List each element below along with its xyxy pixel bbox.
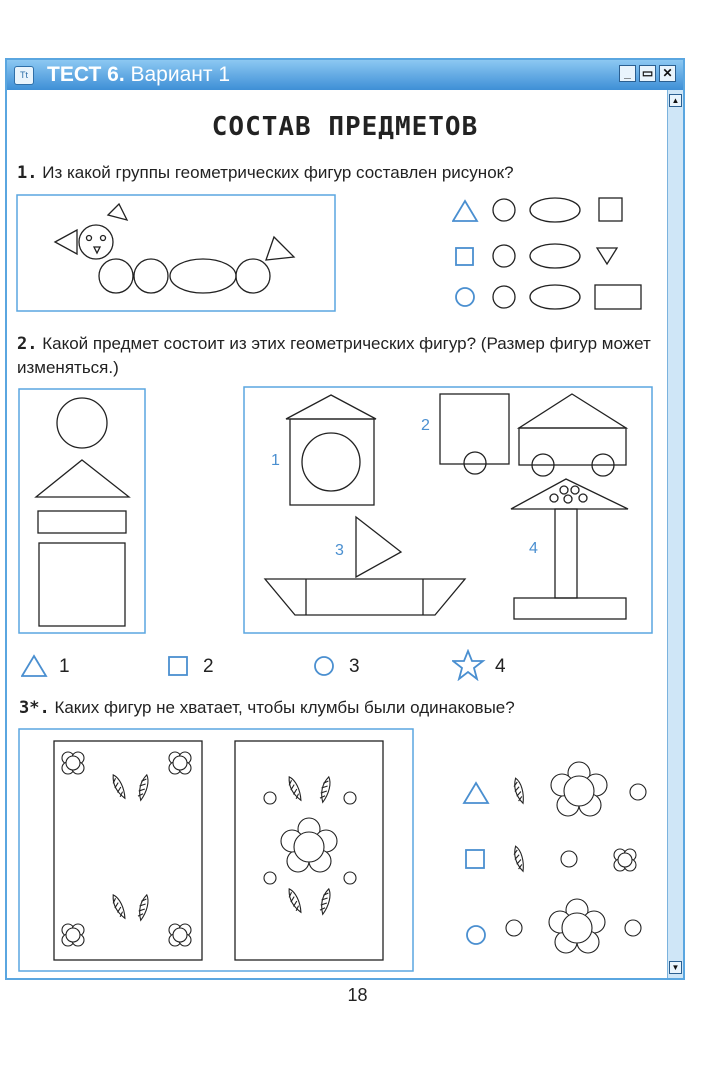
question-3 [19, 696, 669, 720]
scroll-up-arrow-icon[interactable]: ▲ [669, 94, 682, 107]
vertical-scrollbar[interactable] [667, 90, 683, 978]
answer-1-label: 1 [59, 656, 70, 677]
q1-answer-options [452, 194, 642, 312]
square-option-icon [456, 248, 473, 265]
square-answer-icon[interactable] [167, 654, 191, 678]
test-window [5, 58, 685, 980]
triangle-option-icon [464, 783, 488, 803]
answer-4-label: 4 [495, 656, 506, 677]
scroll-down-arrow-icon[interactable]: ▼ [669, 961, 682, 974]
question-2-text: Какой предмет состоит из этих геометрических фигур? (Размер фигур может изменяться.) [17, 334, 651, 377]
circle-answer-icon[interactable] [313, 654, 337, 678]
q3-answer-options [447, 750, 647, 970]
question-2-number: 2. [17, 334, 38, 354]
question-3-text: Каких фигур не хватает, чтобы клумбы были одинаковые? [54, 698, 515, 717]
q3-flowerbeds-panel [18, 728, 414, 972]
circle-option-icon [456, 288, 474, 306]
window-title [47, 63, 230, 87]
answer-2-label: 2 [203, 656, 214, 677]
object-label-3: 3 [335, 542, 344, 559]
close-button[interactable]: ✕ [659, 65, 676, 82]
question-1 [17, 161, 667, 185]
question-1-number: 1. [17, 163, 38, 183]
triangle-answer-icon[interactable] [21, 654, 49, 678]
maximize-button[interactable]: ▭ [639, 65, 656, 82]
answer-3-label: 3 [349, 656, 360, 677]
question-2 [17, 332, 667, 380]
window-title-test: ТЕСТ 6. [47, 63, 125, 86]
object-label-1: 1 [271, 452, 280, 469]
page-number: 18 [347, 985, 368, 1005]
app-icon: Tt [14, 66, 34, 85]
window-title-variant: Вариант 1 [130, 63, 231, 86]
window-titlebar [7, 60, 683, 90]
question-1-text: Из какой группы геометрических фигур составлен рисунок? [42, 163, 514, 182]
object-label-4: 4 [529, 540, 538, 557]
square-option-icon [466, 850, 484, 868]
page-heading: СОСТАВ ПРЕДМЕТОВ [211, 112, 479, 142]
circle-option-icon [467, 926, 485, 944]
question-3-number: 3*. [19, 698, 50, 718]
triangle-option-icon [453, 201, 477, 221]
q2-shapes-panel [18, 388, 146, 634]
minimize-button[interactable]: _ [619, 65, 636, 82]
q1-picture-cat [16, 194, 336, 312]
object-label-2: 2 [421, 417, 430, 434]
star-answer-icon[interactable] [452, 649, 486, 681]
q2-objects-panel [243, 386, 653, 634]
